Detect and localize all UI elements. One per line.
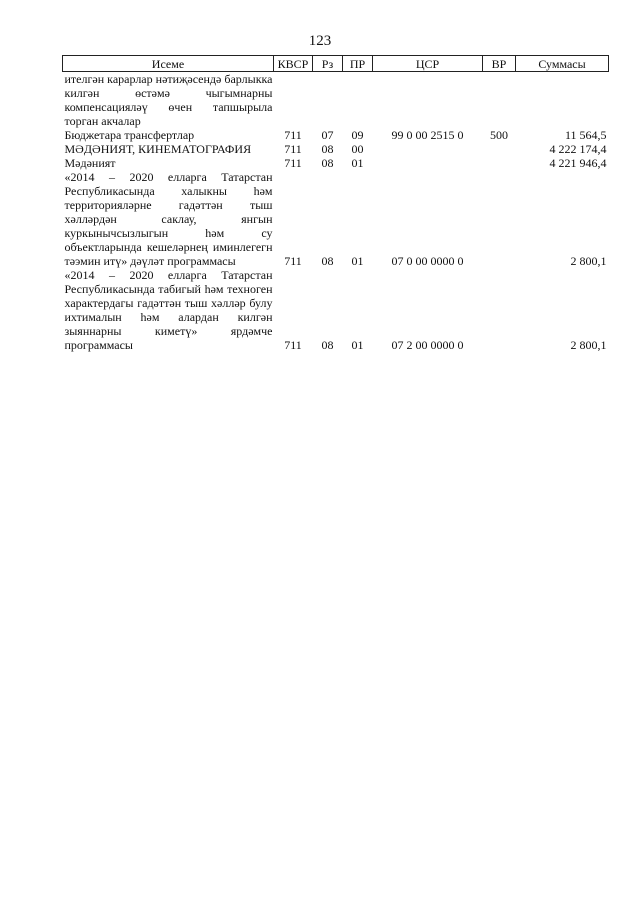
table-row [63,268,609,352]
column-header-csr: ЦСР [373,56,483,72]
row-name [63,268,274,352]
row-name-text: ителгән карарлар нәтиҗәсендә барлыкка килгән өстәмә чыгымнарны компенсацияләү өчен тапшырыла торган акчалар [64,72,273,128]
row-rz: 08 [321,338,334,352]
column-header-name: Исеме [63,56,274,72]
row-csr: 07 2 00 0000 0 [391,338,464,352]
row-kvsr: 711 [284,338,302,352]
row-kvsr [274,72,313,129]
page-number: 123 [308,33,332,49]
row-vr: 500 [490,128,508,142]
row-pr: 01 [351,156,364,170]
row-sum: 2 800,1 [570,338,607,352]
row-csr [373,142,483,156]
row-pr: 09 [351,128,364,142]
row-name-text: Бюджетара трансфертлар [64,128,195,142]
column-header-vr: ВР [483,56,516,72]
row-vr [483,72,516,129]
row-name [63,156,274,170]
table-row [63,72,609,129]
row-vr [483,142,516,156]
row-rz: 08 [321,142,334,156]
row-sum [516,72,609,129]
row-vr [483,268,516,352]
row-sum: 2 800,1 [570,254,607,268]
table-row [63,142,609,156]
column-header-pr: ПР [343,56,373,72]
table-row [63,156,609,170]
row-name [63,128,274,142]
row-rz [313,72,343,129]
row-pr: 01 [351,338,364,352]
row-kvsr: 711 [284,142,302,156]
row-rz: 08 [321,156,334,170]
row-rz: 08 [321,254,334,268]
row-pr: 00 [351,142,364,156]
row-kvsr: 711 [284,254,302,268]
row-name [63,72,274,129]
column-header-sum: Суммасы [516,56,609,72]
row-csr [373,72,483,129]
row-vr [483,156,516,170]
row-name [63,170,274,268]
row-rz: 07 [321,128,334,142]
column-header-rz: Рз [313,56,343,72]
row-name-text: «2014 – 2020 елларга Татарстан Республикасында табигый һәм техноген характердагы гадәттән тыш хәлләр булу ихтималын һәм алардан килгән зыяннарны киметү» ярдәмче программасы [64,268,273,352]
row-kvsr: 711 [284,128,302,142]
row-csr [373,156,483,170]
row-name [63,142,274,156]
row-name-text: Мәдәният [64,156,116,170]
row-name-text: «2014 – 2020 елларга Татарстан Республикасында халыкны һәм территорияләрне гадәттән тыш хәлләрдән саклау, янгын куркынычсызлыгын һәм су объектларында кешеләрнең иминлегегн тәэмин итү» дәүләт программасы [64,170,273,268]
table-header-row [63,56,609,72]
table-row [63,128,609,142]
row-kvsr: 711 [284,156,302,170]
column-header-kvsr: КВСР [274,56,313,72]
budget-table [62,55,609,352]
table-row [63,170,609,268]
row-sum: 4 222 174,4 [549,142,607,156]
row-csr: 07 0 00 0000 0 [391,254,464,268]
row-name-text: МӘДӘНИЯТ, КИНЕМАТОГРАФИЯ [64,142,252,156]
row-pr: 01 [351,254,364,268]
row-sum: 4 221 946,4 [549,156,607,170]
row-csr: 99 0 00 2515 0 [391,128,464,142]
row-sum: 11 564,5 [564,128,607,142]
row-pr [343,72,373,129]
row-vr [483,170,516,268]
